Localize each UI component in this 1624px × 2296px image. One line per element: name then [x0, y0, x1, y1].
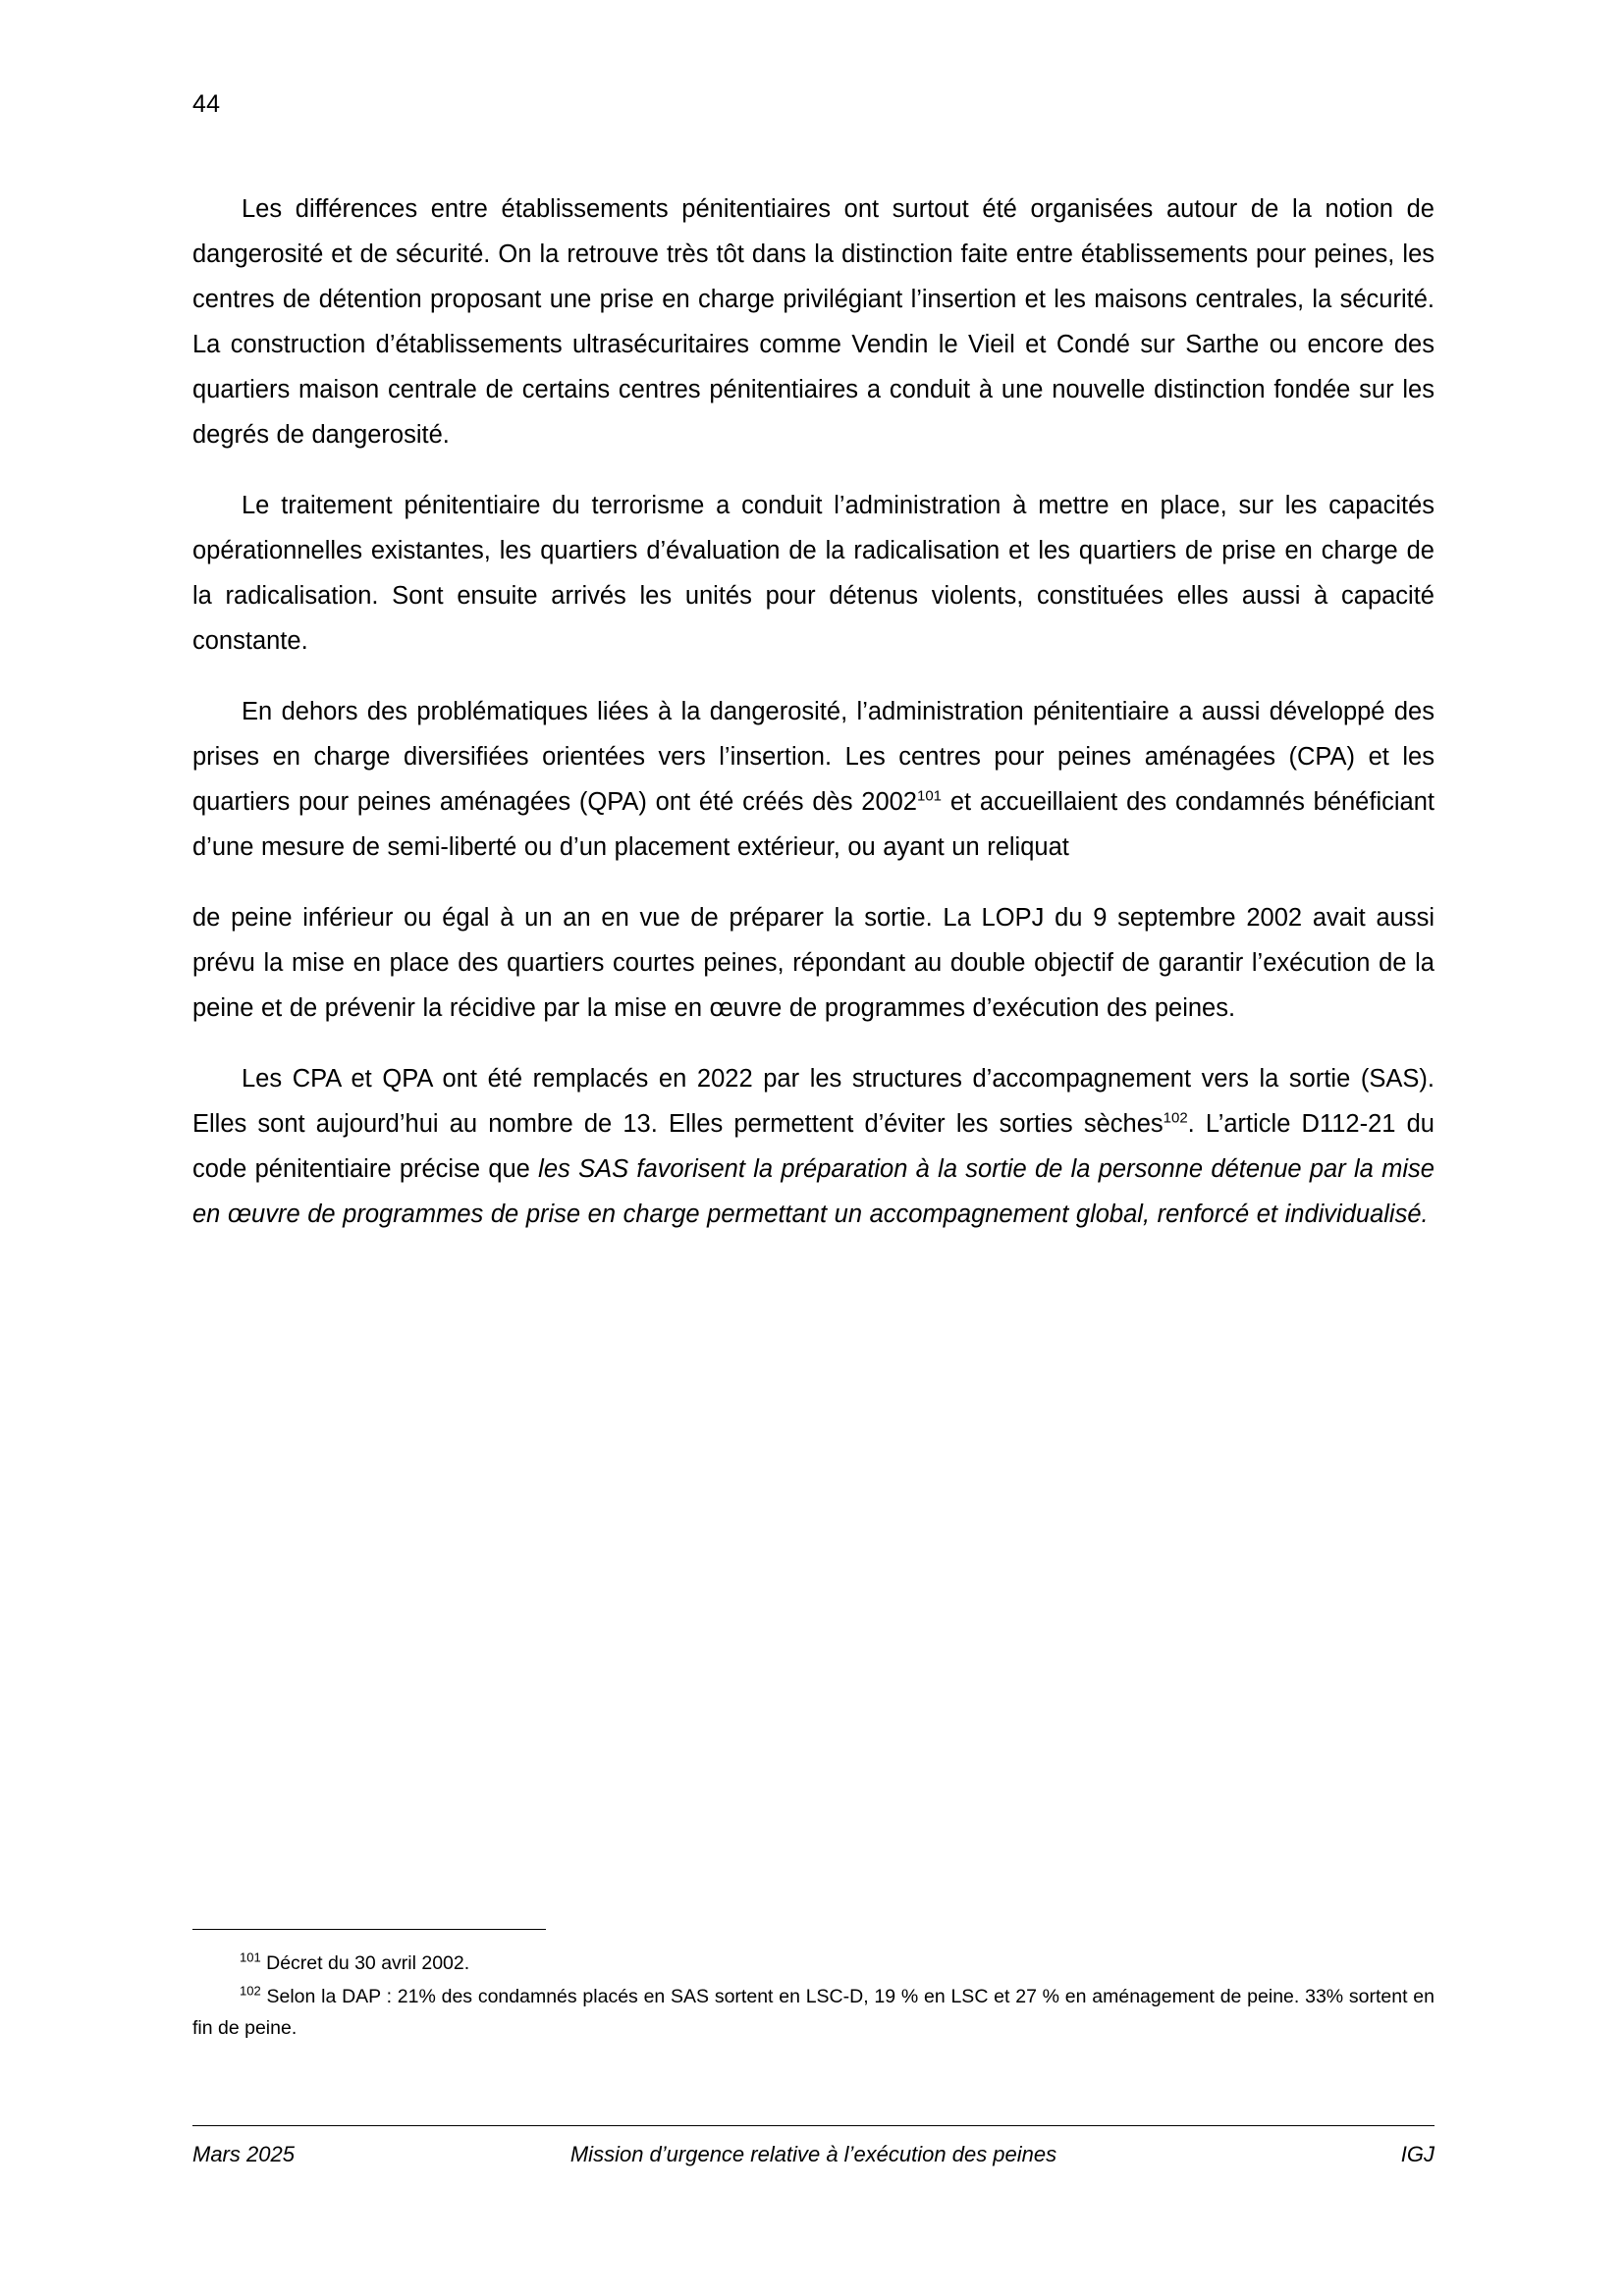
paragraph-4-text-after-note: . L’article D112-21 du code pénitentiaire précise que — [192, 1110, 1435, 1183]
footnote-area — [192, 1929, 1435, 2046]
paragraph-3-text-before-note: En dehors des problématiques liées à la dangerosité, l’administration pénitentiaire a aussi développé des prises en charge diversifiées orientées vers l’insertion. Les centres pour peines aménagées (CPA) et les quartiers pour peines aménagées (QPA) ont été créés dès 2002 — [192, 698, 1435, 816]
footer-title: Mission d’urgence relative à l’exécution des peines — [569, 2142, 1057, 2166]
paragraph-1-text: Les différences entre établissements pénitentiaires ont surtout été organisées autour de la notion de dangerosité et de sécurité. On la retrouve très tôt dans la distinction faite entre établissements pour peines, les centres de détention proposant une prise en charge privilégiant l’insertion et les maisons centrales, la sécurité. La construction d’établissements ultrasécuritaires comme Vendin le Vieil et Condé sur Sarthe ou encore des quartiers maison centrale de certains centres pénitentiaires a conduit à une nouvelle distinction fondée sur les degrés de dangerosité. — [192, 195, 1435, 449]
footnote-101-text: Décret du 30 avril 2002. — [266, 1952, 470, 1974]
footnote-marker-102: 102 — [240, 1983, 261, 1999]
paragraph-2 — [192, 483, 1435, 664]
paragraph-4-quoted-article: les SAS favorisent la préparation à la sortie de la personne détenue par la mise en œuvre de programmes de prise en charge permettant un accompagnement global, renforcé et individualisé. — [192, 1155, 1435, 1228]
footnote-ref-102[interactable]: 102 — [1163, 1109, 1188, 1127]
paragraph-4 — [192, 1056, 1435, 1237]
footnote-102 — [192, 1981, 1435, 2044]
page-content — [192, 0, 1435, 2296]
footnote-101 — [192, 1948, 1435, 1979]
page-footer — [192, 2125, 1435, 2167]
footer-row — [192, 2142, 1435, 2167]
paragraph-3-continued — [192, 895, 1435, 1031]
paragraph-2-text: Le traitement pénitentiaire du terrorisme a conduit l’administration à mettre en place, sur les capacités opérationnelles existantes, les quartiers d’évaluation de la radicalisation et les quartiers de prise en charge de la radicalisation. Sont ensuite arrivés les unités pour détenus violents, constituées elles aussi à capacité constante. — [192, 492, 1435, 655]
paragraph-3-text-after-note: et accueillaient des condamnés bénéficiant d’une mesure de semi-liberté ou d’un placement extérieur, ou ayant un reliquat — [192, 788, 1435, 861]
footnote-separator — [192, 1929, 546, 1930]
paragraph-3b-text: de peine inférieur ou égal à un an en vue de préparer la sortie. La LOPJ du 9 septembre 2002 avait aussi prévu la mise en place des quartiers courtes peines, répondant au double objectif de garantir l’exécution de la peine et de prévenir la récidive par la mise en œuvre de programmes d’exécution des peines. — [192, 904, 1435, 1022]
footnote-ref-101[interactable]: 101 — [917, 787, 943, 805]
footnote-marker-101: 101 — [240, 1949, 261, 1965]
paragraph-3 — [192, 689, 1435, 870]
footer-organisation: IGJ — [1400, 2142, 1435, 2166]
paragraph-4-text-before-note: Les CPA et QPA ont été remplacés en 2022 par les structures d’accompagnement vers la sortie (SAS). Elles sont aujourd’hui au nombre de 13. Elles permettent d’éviter les sorties sèches — [192, 1065, 1435, 1138]
body-text — [192, 187, 1435, 1262]
page-number: 44 — [192, 90, 221, 118]
footer-date: Mars 2025 — [192, 2142, 295, 2166]
paragraph-1 — [192, 187, 1435, 457]
footnote-102-text: Selon la DAP : 21% des condamnés placés en SAS sortent en LSC-D, 19 % en LSC et 27 % en aménagement de peine. 33% sortent en fin de peine. — [192, 1986, 1435, 2039]
footer-separator — [192, 2125, 1435, 2126]
